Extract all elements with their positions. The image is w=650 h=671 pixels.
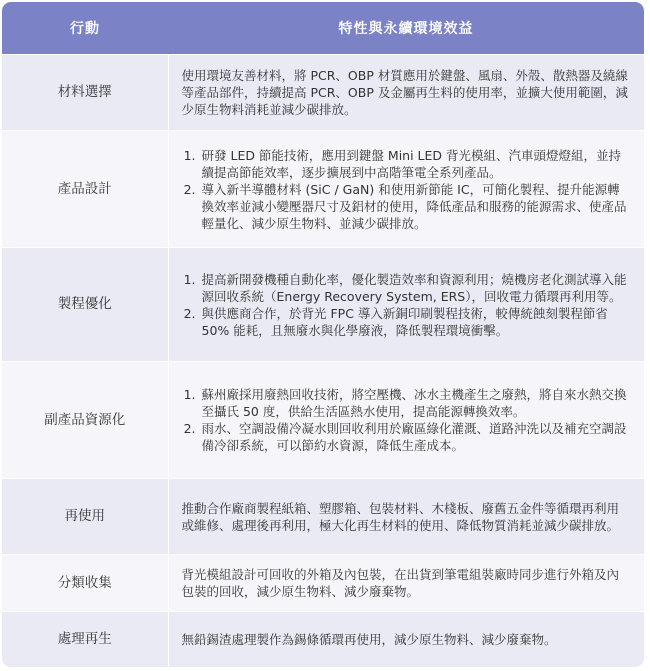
table-row [2,555,644,612]
header-benefit: 特性與永續環境效益 [168,2,644,55]
row-action: 產品設計 [2,131,168,248]
row-description [168,555,644,612]
description-text: 背光模組設計可回收的外箱及內包裝，在出貨到筆電組裝廠時同步進行外箱及內包裝的回收，減少原生物料、減少廢棄物。 [181,567,620,599]
table-row [2,248,644,362]
benefits-table [2,2,644,667]
row-description [168,612,644,668]
table-row [2,612,644,668]
row-description [168,479,644,555]
description-list [182,386,631,454]
row-action: 副產品資源化 [2,362,168,479]
list-item: 1. 研發 LED 節能技術，應用到鍵盤 Mini LED 背光模組、汽車頭燈燈組，並持續提高節能效率，逐步擴展到中高階筆電全系列產品。 [200,147,631,181]
description-list [182,271,631,339]
row-description [168,362,644,479]
row-description [168,55,644,131]
list-item: 2. 與供應商合作，於背光 FPC 導入新銅印刷製程技術，較傳統蝕刻製程節省 50% 能耗，且無廢水與化學廢液，降低製程環境衝擊。 [200,305,631,339]
table-row [2,131,644,248]
list-item: 2. 雨水、空調設備冷凝水則回收利用於廠區綠化灌溉、道路沖洗以及補充空調設備冷卻系統，可以節約水資源，降低生產成本。 [200,420,631,454]
description-text: 使用環境友善材料，將 PCR、OBP 材質應用於鍵盤、風扇、外殼、散熱器及繞線等產品部件，持續提高 PCR、OBP 及金屬再生料的使用率，並擴大使用範圍，減少原生物料消耗並減少碳排放。 [181,68,628,117]
table-row [2,55,644,131]
row-action: 製程優化 [2,248,168,362]
row-action: 處理再生 [2,612,168,668]
sustainability-table [2,2,644,667]
list-item: 2. 導入新半導體材料 (SiC / GaN) 和使用新節能 IC，可簡化製程、提升能源轉換效率並減小變壓器尺寸及鋁材的使用，降低產品和服務的能源需求、使產品輕量化、減少原生物料、並減少碳排放。 [200,181,631,232]
row-action: 材料選擇 [2,55,168,131]
header-action: 行動 [2,2,168,55]
table-row [2,479,644,555]
table-row [2,362,644,479]
description-text: 推動合作廠商製程紙箱、塑膠箱、包裝材料、木棧板、廢舊五金件等循環再利用或維修、處理後再利用，極大化再生材料的使用、降低物質消耗並減少碳排放。 [181,500,620,533]
description-list [182,147,631,232]
row-action: 再使用 [2,479,168,555]
row-action: 分類收集 [2,555,168,612]
list-item: 1. 提高新開發機種自動化率，優化製造效率和資源利用；燒機房老化測試導入能源回收系統（Energy Recovery System, ERS），回收電力循環再利用等。 [200,271,631,305]
row-description [168,248,644,362]
description-text: 無鉛錫渣處理製作為錫條循環再使用，減少原生物料、減少廢棄物。 [181,632,557,648]
row-description [168,131,644,248]
list-item: 1. 蘇州廠採用廢熱回收技術，將空壓機、冰水主機產生之廢熱，將自來水熱交換至攝氏 50 度，供給生活區熱水使用，提高能源轉換效率。 [200,386,631,420]
table-header-row [2,2,644,55]
